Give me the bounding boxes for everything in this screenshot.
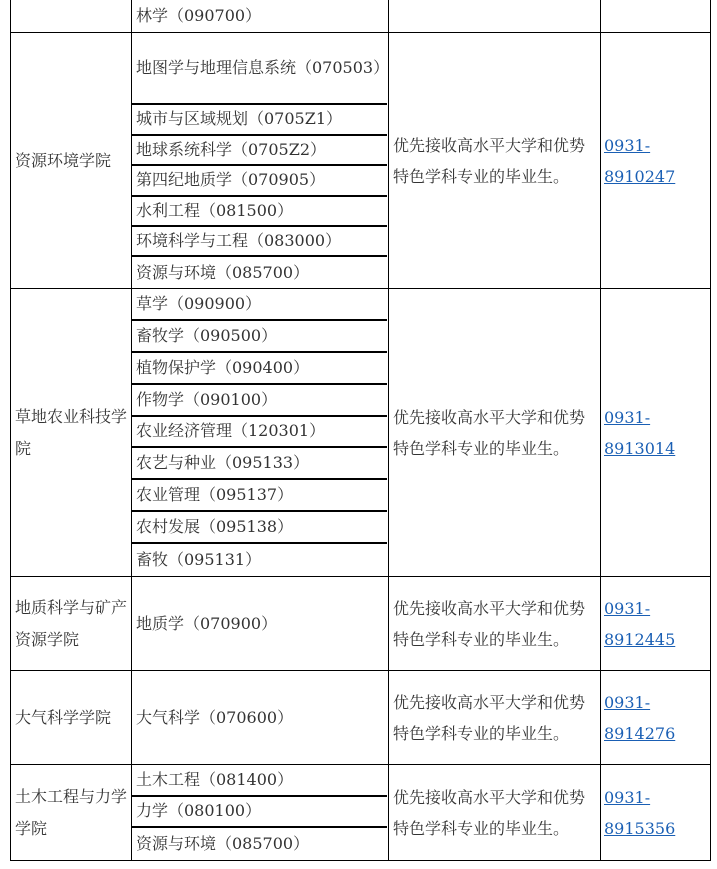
major-list (132, 577, 388, 670)
major-item: 林学（090700） (136, 5, 262, 25)
major-item: 资源与环境（085700） (136, 262, 310, 282)
major-list (132, 671, 388, 764)
contact-phone-link[interactable] (604, 687, 710, 749)
major-item: 力学（080100） (132, 797, 387, 829)
majors-cell (132, 0, 389, 33)
contact-phone-cell (601, 33, 711, 289)
phone-number: 8912445 (604, 629, 676, 649)
admission-requirement: 优先接收高水平大学和优势特色学科专业的毕业生。 (389, 765, 601, 861)
admissions-table-frame (10, 0, 710, 861)
college-name: 大气科学学院 (11, 671, 132, 765)
major-item: 地球系统科学（0705Z2） (132, 136, 387, 166)
contact-phone-cell (601, 671, 711, 765)
major-item: 畜牧（095131） (136, 549, 262, 569)
phone-number: 8915356 (604, 818, 676, 838)
phone-area-code: 0931- (604, 598, 651, 618)
major-list (132, 289, 388, 576)
major-item: 植物保护学（090400） (132, 353, 387, 385)
major-item: 大气科学（070600） (136, 707, 294, 727)
contact-phone-link[interactable] (604, 782, 710, 844)
major-item: 作物学（090100） (132, 385, 387, 417)
admission-requirement (389, 0, 601, 33)
admission-requirement: 优先接收高水平大学和优势特色学科专业的毕业生。 (389, 289, 601, 577)
college-name: 资源环境学院 (11, 33, 132, 289)
major-item: 地图学与地理信息系统（070503） (132, 33, 387, 105)
college-name: 草地农业科技学院 (11, 289, 132, 577)
contact-phone-cell (601, 0, 711, 33)
admission-requirement: 优先接收高水平大学和优势特色学科专业的毕业生。 (389, 577, 601, 671)
major-list (132, 0, 388, 32)
major-item: 草学（090900） (132, 289, 387, 321)
major-item: 畜牧学（090500） (132, 321, 387, 353)
phone-area-code: 0931- (604, 135, 651, 155)
major-item: 资源与环境（085700） (136, 834, 310, 854)
contact-phone-link[interactable] (604, 593, 710, 655)
major-item: 农业管理（095137） (132, 480, 387, 512)
contact-phone-cell (601, 577, 711, 671)
major-item: 环境科学与工程（083000） (132, 227, 387, 257)
college-name (11, 0, 132, 33)
admission-requirement: 优先接收高水平大学和优势特色学科专业的毕业生。 (389, 671, 601, 765)
admissions-table (10, 0, 711, 861)
phone-number: 8910247 (604, 166, 676, 186)
major-item: 农业经济管理（120301） (132, 417, 387, 449)
contact-phone-cell (601, 289, 711, 577)
table-row (11, 0, 711, 33)
contact-phone-cell (601, 765, 711, 861)
major-item: 农艺与种业（095133） (132, 448, 387, 480)
table-row (11, 577, 711, 671)
majors-cell (132, 33, 389, 289)
phone-area-code: 0931- (604, 787, 651, 807)
table-row (11, 289, 711, 577)
phone-area-code: 0931- (604, 692, 651, 712)
major-item: 土木工程（081400） (132, 765, 387, 797)
table-row (11, 671, 711, 765)
major-list (132, 33, 388, 288)
phone-area-code: 0931- (604, 407, 651, 427)
majors-cell (132, 289, 389, 577)
admission-requirement: 优先接收高水平大学和优势特色学科专业的毕业生。 (389, 33, 601, 289)
college-name: 地质科学与矿产资源学院 (11, 577, 132, 671)
majors-cell (132, 765, 389, 861)
table-row (11, 33, 711, 289)
phone-number: 8913014 (604, 438, 676, 458)
major-item: 农村发展（095138） (132, 512, 387, 544)
contact-phone-link[interactable] (604, 402, 710, 464)
table-row (11, 765, 711, 861)
contact-phone-link[interactable] (604, 130, 710, 192)
college-name: 土木工程与力学学院 (11, 765, 132, 861)
major-item: 地质学（070900） (136, 613, 278, 633)
major-item: 第四纪地质学（070905） (132, 166, 387, 196)
majors-cell (132, 577, 389, 671)
major-item: 水利工程（081500） (132, 197, 387, 227)
phone-number: 8914276 (604, 723, 676, 743)
major-item: 城市与区域规划（0705Z1） (132, 105, 387, 135)
major-list (132, 765, 388, 860)
table-body (11, 0, 711, 861)
majors-cell (132, 671, 389, 765)
